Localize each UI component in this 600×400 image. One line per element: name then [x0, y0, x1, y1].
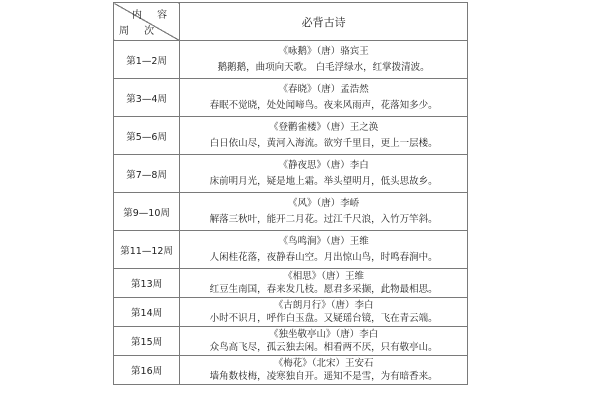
week-cell: 第3—4周: [114, 79, 180, 117]
table-row: [114, 269, 468, 298]
table-row: [114, 193, 468, 231]
table-row: [114, 327, 468, 356]
poem-title: 《静夜思》（唐）李白: [278, 159, 369, 171]
week-cell: 第7—8周: [114, 155, 180, 193]
poem-title: 《登鹳雀楼》（唐）王之涣: [268, 121, 379, 133]
week-cell: 第1—2周: [114, 41, 180, 79]
poem-text: 小时不识月，呼作白玉盘。又疑瑶台镜，飞在青云端。: [209, 313, 438, 324]
poem-title: 《鸟鸣涧》（唐）王维: [278, 235, 369, 247]
poem-text: 春眠不觉晓，处处闻啼鸟。夜来风雨声，花落知多少。: [209, 99, 438, 111]
poem-cell: [180, 269, 468, 298]
poem-text: 白日依山尽，黄河入海流。欲穷千里目，更上一层楼。: [209, 137, 438, 149]
poem-title: 《风》（唐）李峤: [287, 197, 360, 209]
week-cell: 第9—10周: [114, 193, 180, 231]
table-row: [114, 117, 468, 155]
poem-text: 人闲桂花落，夜静春山空。月出惊山鸟，时鸣春涧中。: [209, 251, 438, 263]
header-content-label: 内 容: [131, 10, 174, 21]
poem-cell: [180, 79, 468, 117]
week-cell: 第5—6周: [114, 117, 180, 155]
week-cell: 第15周: [114, 327, 180, 356]
poem-cell: [180, 231, 468, 269]
poem-text: 床前明月光，疑是地上霜。举头望明月，低头思故乡。: [209, 175, 438, 187]
poem-title: 《梅花》（北宋）王安石: [273, 358, 374, 369]
poem-schedule-table: [113, 2, 468, 385]
week-cell: 第14周: [114, 298, 180, 327]
poem-text: 红豆生南国，春来发几枝。愿君多采撷，此物最相思。: [209, 284, 438, 295]
diagonal-header-cell: [114, 3, 180, 41]
poem-title: 《春晓》（唐）孟浩然: [278, 83, 369, 95]
poem-text: 众鸟高飞尽，孤云独去闲。相看两不厌，只有敬亭山。: [209, 342, 438, 353]
week-cell: 第11—12周: [114, 231, 180, 269]
table-header-row: [114, 3, 468, 41]
table-row: [114, 298, 468, 327]
week-cell: 第13周: [114, 269, 180, 298]
poem-title: 《相思》（唐）王维: [283, 271, 364, 282]
poem-title: 《古朗月行》（唐）李白: [273, 300, 374, 311]
poem-title: 《独坐敬亭山》（唐）李白: [268, 329, 379, 340]
poem-text: 鹅鹅鹅，曲项向天歌。 白毛浮绿水，红掌拨清波。: [217, 61, 430, 73]
poem-cell: [180, 117, 468, 155]
poem-cell: [180, 41, 468, 79]
table-row: [114, 41, 468, 79]
table-row: [114, 356, 468, 385]
table-row: [114, 79, 468, 117]
table-row: [114, 231, 468, 269]
poem-cell: [180, 155, 468, 193]
poem-title: 《咏鹅》（唐）骆宾王: [278, 45, 369, 57]
header-week-label: 周 次: [119, 26, 161, 37]
poem-cell: [180, 193, 468, 231]
week-cell: 第16周: [114, 356, 180, 385]
poem-cell: [180, 327, 468, 356]
poem-text: 墙角数枝梅，凌寒独自开。遥知不是雪，为有暗香来。: [209, 371, 438, 382]
poem-cell: [180, 298, 468, 327]
table-row: [114, 155, 468, 193]
header-column-title: 必背古诗: [180, 3, 468, 41]
poem-cell: [180, 356, 468, 385]
poem-text: 解落三秋叶，能开二月花。过江千尺浪，入竹万竿斜。: [209, 213, 438, 225]
